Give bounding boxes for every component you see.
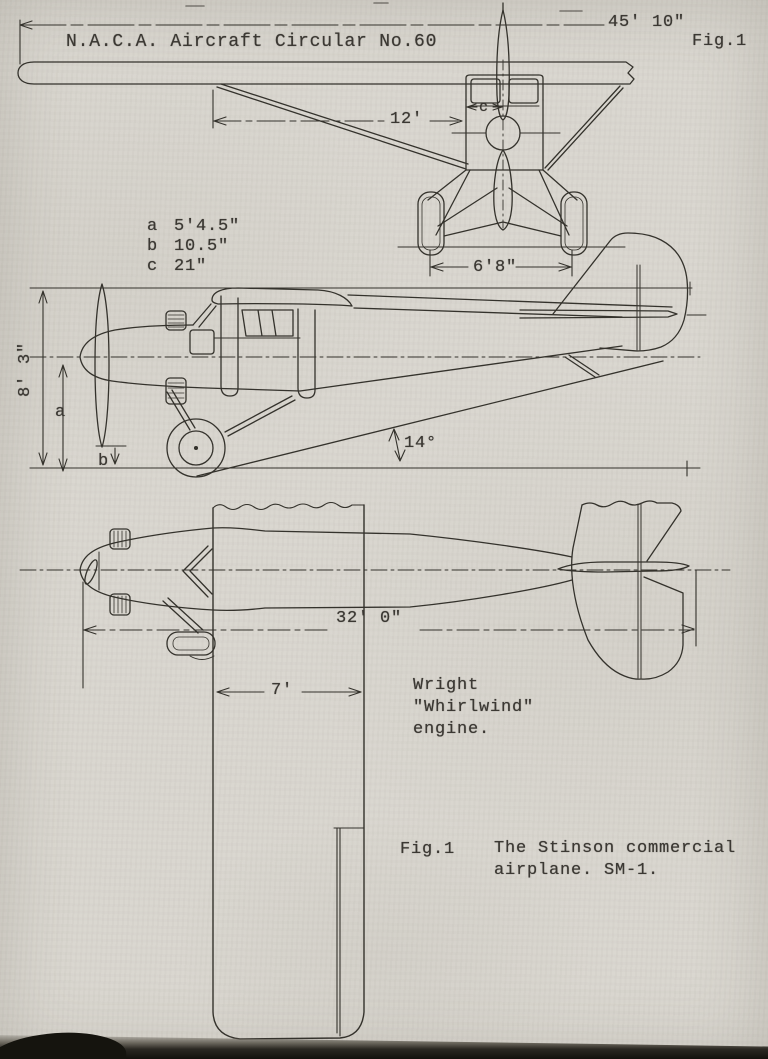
wing-panel-dim-label: 12' [390, 110, 424, 129]
propeller-side [95, 284, 109, 447]
engine-note-line1: Wright [413, 676, 480, 695]
caption-line2: airplane. SM-1. [494, 861, 660, 880]
b-label: b [98, 452, 110, 471]
propeller-front [452, 3, 560, 230]
height-dim-label: 8' 3" [16, 341, 35, 397]
side-view-drawing [30, 233, 706, 477]
top-reference-line [37, 282, 692, 295]
height-dimension [30, 288, 120, 468]
wing-airfoil-side [212, 288, 352, 306]
track-dim-label: 6'8" [473, 258, 518, 277]
ground-line-side [30, 461, 700, 476]
wingspan-dim-label: 45' 10" [608, 13, 686, 32]
ground-angle-label: 14° [404, 434, 438, 453]
cabin-width-label: c [479, 99, 489, 116]
length-dimension [83, 570, 696, 688]
wheel-plan [167, 632, 215, 655]
cabane-bracing-plan [183, 546, 212, 597]
landing-gear-side [167, 390, 295, 477]
fuselage-plan [80, 528, 572, 611]
aileron-plan [334, 828, 364, 1036]
tail-plan [558, 501, 689, 679]
legend-key: b [147, 237, 159, 256]
wing-plan [213, 503, 364, 1040]
legend-row-c [147, 257, 240, 277]
a-label: a [55, 403, 67, 422]
landing-gear-plan [163, 598, 215, 660]
page-title: N.A.C.A. Aircraft Circular No.60 [66, 32, 438, 52]
wing-struts-side [221, 296, 315, 398]
length-dim-label: 32' 0" [336, 609, 403, 628]
figure-label-top: Fig.1 [692, 32, 748, 51]
legend-row-a [147, 217, 240, 237]
caption-figure-label: Fig.1 [400, 840, 456, 859]
door-window [190, 330, 214, 354]
plan-view-drawing [20, 501, 730, 1039]
legend-value: 5'4.5" [174, 217, 241, 236]
fuselage-side [80, 295, 672, 391]
engine-note-line2: "Whirlwind" [413, 698, 535, 717]
legend-key: a [147, 217, 159, 236]
chord-dim-label: 7' [271, 681, 294, 700]
caption-line1: The Stinson commercial [494, 839, 737, 858]
fuselage-front [466, 75, 543, 170]
clearance-line [197, 361, 663, 476]
engine-note-line3: engine. [413, 720, 491, 739]
wing-front [18, 62, 634, 84]
cabin-windows [242, 310, 293, 336]
legend-key: c [147, 257, 159, 276]
legend-value: 10.5" [174, 237, 230, 256]
fin-plan [558, 562, 689, 572]
angle-arrow [389, 429, 405, 461]
landing-gear-front [418, 170, 587, 255]
scan-stray-marks [186, 3, 582, 11]
legend-value: 21" [174, 257, 208, 276]
dimension-legend [147, 217, 240, 277]
legend-row-b [147, 237, 240, 257]
